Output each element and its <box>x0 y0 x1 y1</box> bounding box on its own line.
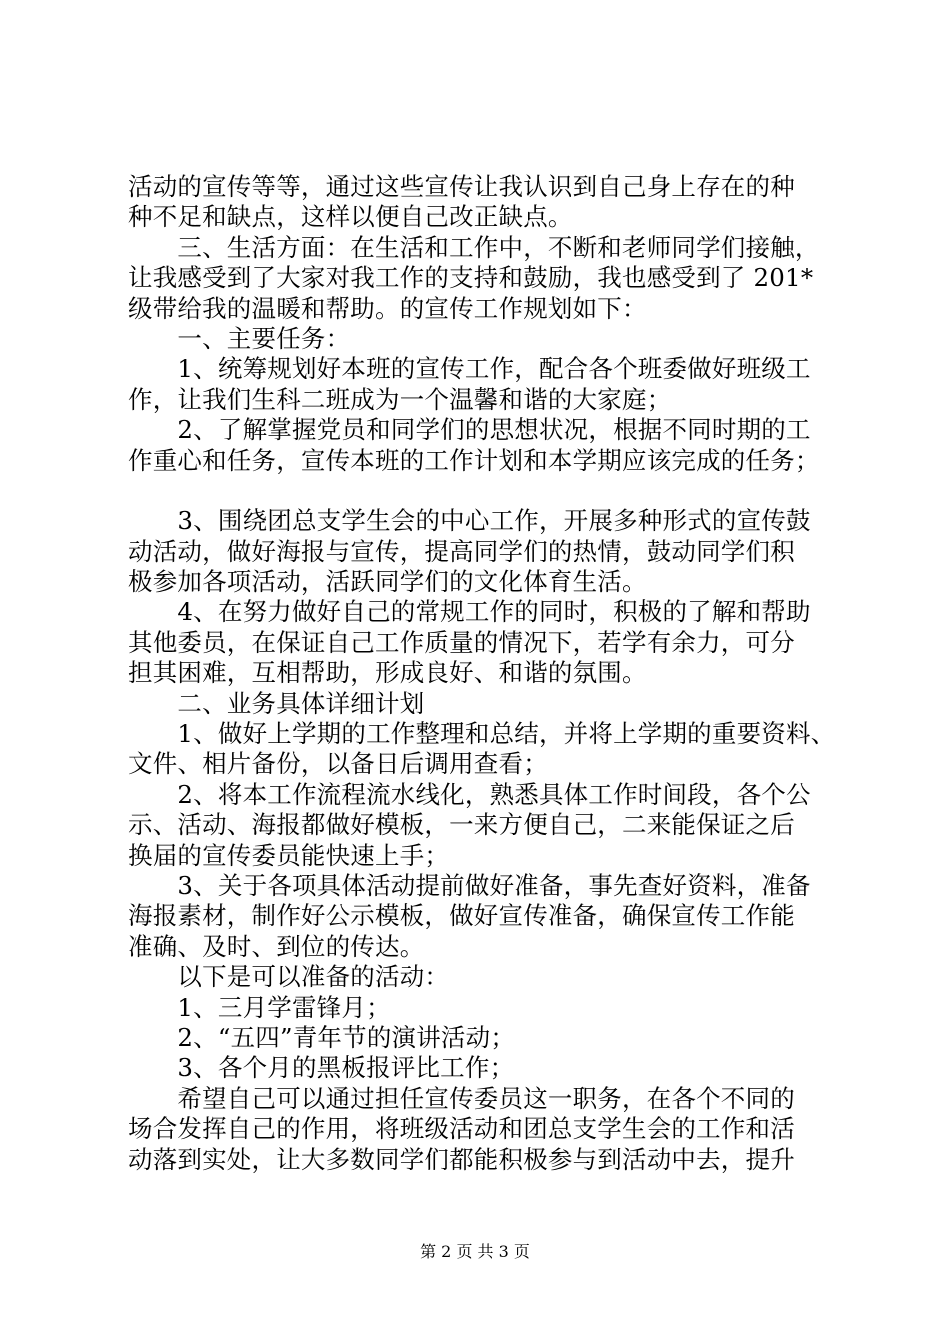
text-line: 文件、相片备份，以备日后调用查看； <box>128 749 548 779</box>
text-line: 动落到实处，让大多数同学们都能积极参与到活动中去，提升 <box>128 1144 795 1174</box>
text-line: 1、统筹规划好本班的宣传工作，配合各个班委做好班级工 <box>128 354 811 384</box>
text-line: 场合发挥自己的作用，将班级活动和团总支学生会的工作和活 <box>128 1114 795 1144</box>
text-line: 活动的宣传等等，通过这些宣传让我认识到自己身上存在的种 <box>128 172 795 201</box>
text-line: 其他委员，在保证自己工作质量的情况下，若学有余力，可分 <box>128 627 795 657</box>
text-line: 2、了解掌握党员和同学们的思想状况，根据不同时期的工 <box>128 415 811 445</box>
text-line: 3、各个月的黑板报评比工作； <box>128 1053 515 1083</box>
text-line: 作，让我们生科二班成为一个温馨和谐的大家庭； <box>128 384 672 414</box>
page-number-footer: 第 2 页 共 3 页 <box>420 1242 530 1261</box>
text-line: 2、将本工作流程流水线化，熟悉具体工作时间段，各个公 <box>128 779 811 809</box>
text-line: 1、做好上学期的工作整理和总结，并将上学期的重要资料、 <box>128 719 836 749</box>
text-line: 2、“五四”青年节的演讲活动； <box>128 1022 516 1052</box>
text-line: 动活动，做好海报与宣传，提高同学们的热情，鼓动同学们积 <box>128 536 795 566</box>
text-line: 3、关于各项具体活动提前做好准备，事先查好资料，准备 <box>128 870 811 900</box>
text-line: 三、生活方面：在生活和工作中，不断和老师同学们接触， <box>128 232 820 262</box>
text-line: 4、在努力做好自己的常规工作的同时，积极的了解和帮助 <box>128 597 811 627</box>
text-line: 一、主要任务： <box>128 323 351 353</box>
text-line: 极参加各项活动，活跃同学们的文化体育生活。 <box>128 567 647 597</box>
text-line: 让我感受到了大家对我工作的支持和鼓励，我也感受到了 201* <box>128 263 814 293</box>
text-line: 示、活动、海报都做好模板，一来方便自己，二来能保证之后 <box>128 810 795 840</box>
blank-line <box>128 476 848 506</box>
text-line: 级带给我的温暖和帮助。的宣传工作规划如下： <box>128 293 647 323</box>
text-line: 海报素材，制作好公示模板，做好宣传准备，确保宣传工作能 <box>128 901 795 931</box>
document-body <box>128 172 848 1175</box>
text-line: 希望自己可以通过担任宣传委员这一职务，在各个不同的 <box>128 1083 795 1113</box>
text-line: 3、围绕团总支学生会的中心工作，开展多种形式的宣传鼓 <box>128 506 811 536</box>
text-line: 换届的宣传委员能快速上手； <box>128 840 450 870</box>
text-line: 1、三月学雷锋月； <box>128 992 391 1022</box>
text-line: 准确、及时、到位的传达。 <box>128 931 425 961</box>
text-line: 种不足和缺点，这样以便自己改正缺点。 <box>128 202 573 232</box>
text-line: 二、业务具体详细计划 <box>128 688 425 718</box>
text-line: 作重心和任务，宣传本班的工作计划和本学期应该完成的任务； <box>128 445 820 475</box>
text-line: 以下是可以准备的活动： <box>128 962 450 992</box>
text-line: 担其困难，互相帮助，形成良好、和谐的氛围。 <box>128 658 647 688</box>
